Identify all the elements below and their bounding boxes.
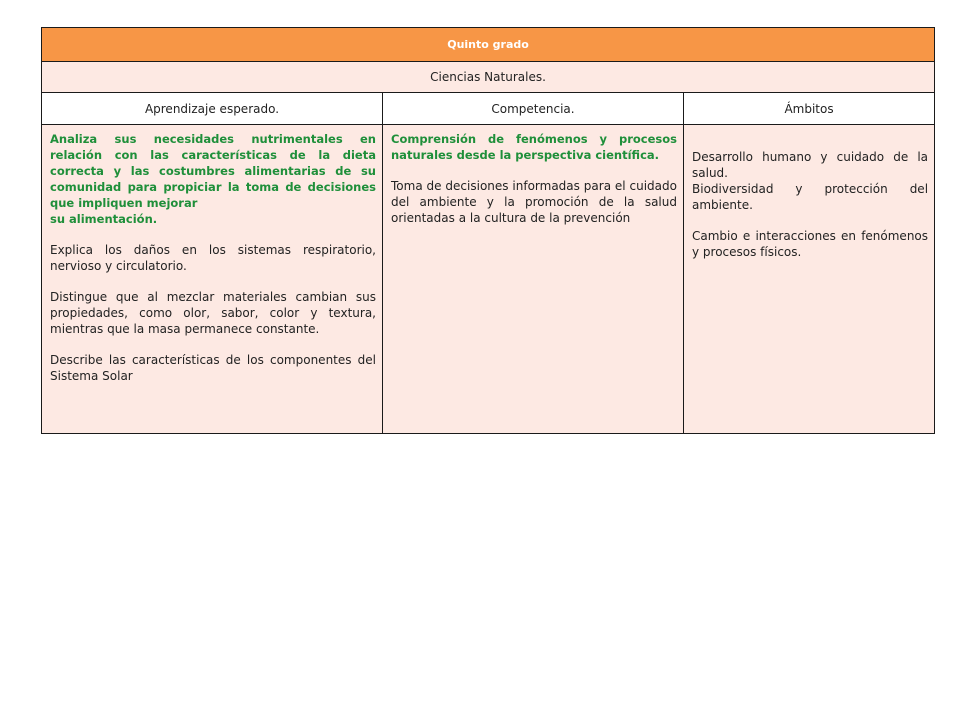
competencia-text: Toma de decisiones informadas para el cuidado del ambiente y la promoción de la salud orientadas a la cultura de la prevención xyxy=(391,179,677,225)
aprendizaje-highlight xyxy=(50,131,376,227)
title-row xyxy=(42,28,935,62)
ambito-item: Cambio e interacciones en fenómenos y procesos físicos. xyxy=(692,229,929,259)
competencia-highlight: Comprensión de fenómenos y procesos naturales desde la perspectiva científica. xyxy=(391,132,677,162)
ambito-item: Biodiversidad y protección del ambiente. xyxy=(692,182,929,212)
content-row xyxy=(42,125,935,434)
aprendizaje-cell xyxy=(42,125,383,434)
subject-row xyxy=(42,62,935,93)
aprendizaje-highlight-tail: su alimentación. xyxy=(50,212,158,226)
column-header-ambitos: Ámbitos xyxy=(684,93,935,125)
curriculum-table xyxy=(41,27,935,434)
aprendizaje-item: Distingue que al mezclar materiales cambian sus propiedades, como olor, sabor, color y textura, mientras que la masa permanece constante. xyxy=(50,290,376,336)
aprendizaje-item: Explica los daños en los sistemas respiratorio, nervioso y circulatorio. xyxy=(50,243,376,273)
aprendizaje-item: Describe las características de los componentes del Sistema Solar xyxy=(50,353,376,383)
column-header-row xyxy=(42,93,935,125)
ambitos-cell xyxy=(684,125,935,434)
column-header-aprendizaje: Aprendizaje esperado. xyxy=(42,93,383,125)
subject-title: Ciencias Naturales. xyxy=(42,62,935,93)
grade-title: Quinto grado xyxy=(42,28,935,62)
ambito-item: Desarrollo humano y cuidado de la salud. xyxy=(692,150,929,180)
competencia-cell xyxy=(383,125,684,434)
aprendizaje-highlight-main: Analiza sus necesidades nutrimentales en relación con las características de la dieta correcta y las costumbres alimentarias de su comunidad para propiciar la toma de decisiones que impliquen mejorar xyxy=(50,132,376,210)
column-header-competencia: Competencia. xyxy=(383,93,684,125)
